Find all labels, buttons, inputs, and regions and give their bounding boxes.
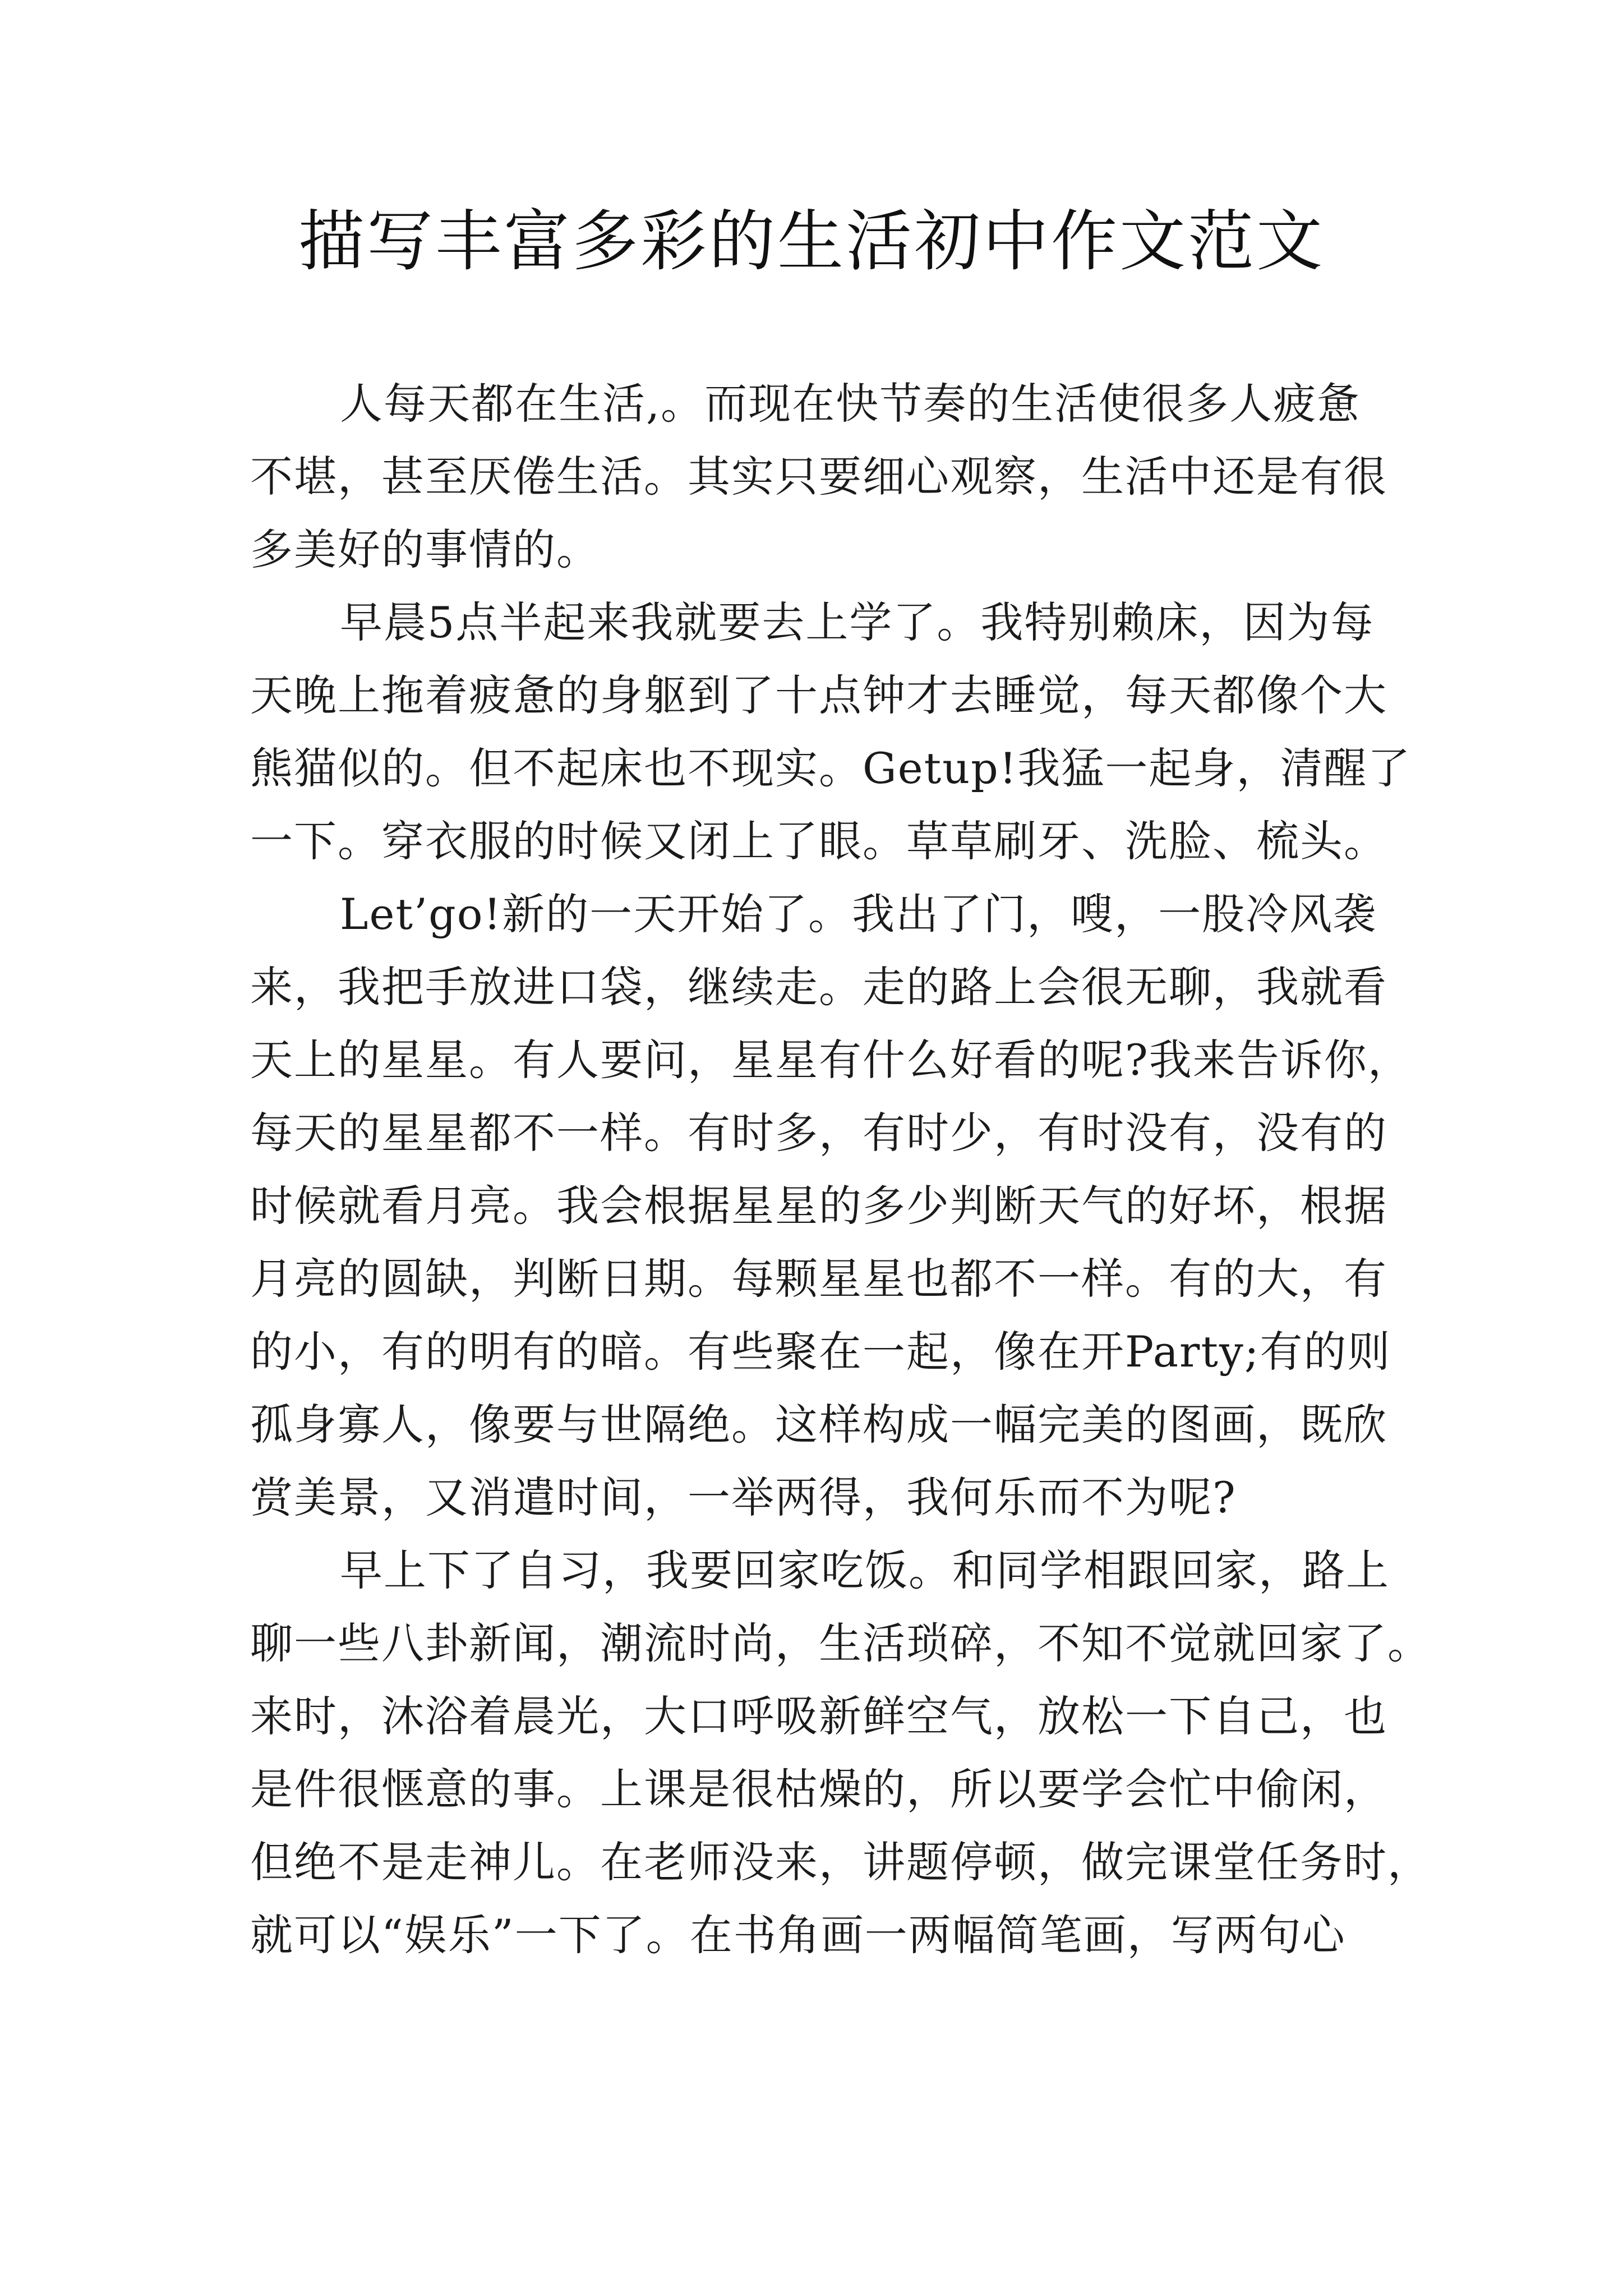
text-line: 一下。穿衣服的时候又闭上了眼。草草刷牙、洗脸、梳头。 [250,816,1387,866]
text-line: 多美好的事情的。 [250,524,600,574]
text-line: 是件很惬意的事。上课是很枯燥的，所以要学会忙中偷闲， [250,1764,1387,1814]
paragraph-4 [250,1534,1431,1972]
text-line: 月亮的圆缺，判断日期。每颗星星也都不一样。有的大，有 [250,1254,1387,1304]
text-line: 天晚上拖着疲惫的身躯到了十点钟才去睡觉，每天都像个大 [250,670,1387,720]
text-line: 但绝不是走神儿。在老师没来，讲题停顿，做完课堂任务时， [250,1837,1431,1887]
paragraph-1 [250,367,1400,586]
text-line: 早晨5点半起来我就要去上学了。我特别赖床，因为每 [340,597,1375,647]
text-line: 天上的星星。有人要问，星星有什么好看的呢?我来告诉你， [250,1035,1412,1085]
text-line: 孤身寡人，像要与世隔绝。这样构成一幅完美的图画，既欣 [250,1400,1387,1450]
text-line: 不堪，甚至厌倦生活。其实只要细心观察，生活中还是有很 [250,452,1387,501]
text-line: 时候就看月亮。我会根据星星的多少判断天气的好坏，根据 [250,1181,1387,1231]
text-line: 早上下了自习，我要回家吃饭。和同学相跟回家，路上 [340,1545,1390,1595]
text-line: 熊猫似的。但不起床也不现实。Getup!我猛一起身，清醒了 [250,743,1412,793]
text-line: 就可以“娱乐”一下了。在书角画一两幅简笔画，写两句心 [250,1910,1346,1960]
text-line: 每天的星星都不一样。有时多，有时少，有时没有，没有的 [250,1108,1387,1158]
text-line: 赏美景，又消遣时间，一举两得，我何乐而不为呢? [250,1473,1237,1522]
text-line: 来，我把手放进口袋，继续走。走的路上会很无聊，我就看 [250,962,1387,1012]
paragraph-2 [250,586,1412,878]
text-line: 的小，有的明有的暗。有些聚在一起，像在开Party;有的则 [250,1327,1391,1377]
document-title: 描写丰富多彩的生活初中作文范文 [298,203,1325,280]
document-body [250,367,1431,1972]
text-line: 聊一些八卦新闻，潮流时尚，生活琐碎，不知不觉就回家了。 [250,1618,1431,1668]
text-line: Let’go!新的一天开始了。我出了门，嗖，一股冷风袭 [340,889,1377,939]
text-line: 来时，沐浴着晨光，大口呼吸新鲜空气，放松一下自己，也 [250,1691,1387,1741]
text-line: 人每天都在生活,。而现在快节奏的生活使很多人疲惫 [340,379,1361,429]
paragraph-3 [250,878,1412,1534]
